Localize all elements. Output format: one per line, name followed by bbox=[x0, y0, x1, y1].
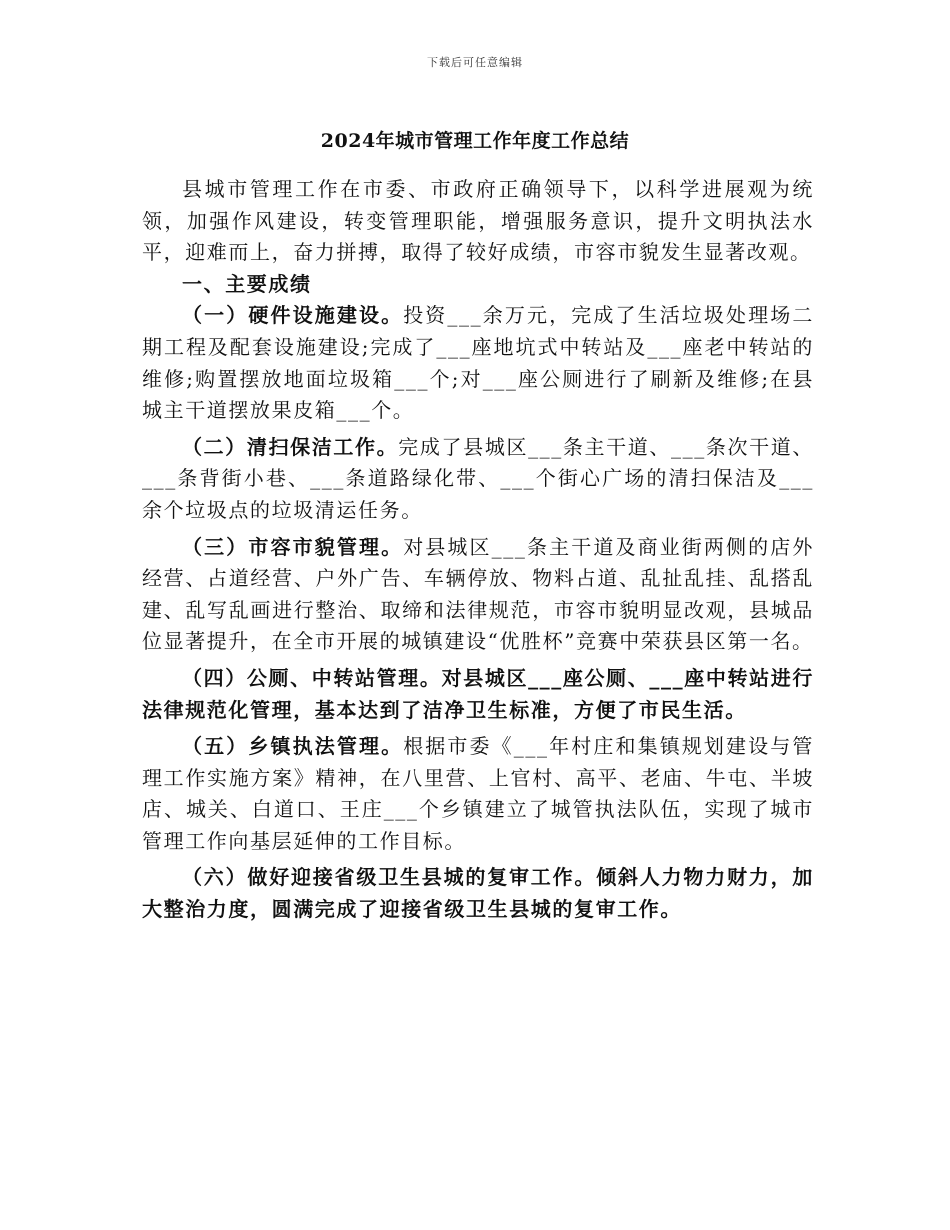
item-text-1: 投资___余万元，完成了生活垃圾处理场二期工程及配套设施建设;完成了___座地坑式中转站及___座老中转站的维修;购置摆放地面垃圾箱___个;对___座公厕进行了刷新及维修;在县城主干道摆放果皮箱___个。 bbox=[142, 303, 815, 423]
item-paragraph-3 bbox=[142, 532, 814, 658]
item-text-4: 对县城区___座公厕、___座中转站进行法律规范化管理，基本达到了洁净卫生标准，方便了市民生活。 bbox=[142, 665, 815, 722]
document-body bbox=[142, 174, 814, 926]
header-note: 下载后可任意编辑 bbox=[427, 56, 523, 69]
item-lead-6: （六）做好迎接省级卫生县城的复审工作。 bbox=[182, 865, 597, 890]
intro-paragraph: 县城市管理工作在市委、市政府正确领导下，以科学进展观为统领，加强作风建设，转变管理职能，增强服务意识，提升文明执法水平，迎难而上，奋力拼搏，取得了较好成绩，市容市貌发生显著改观。 bbox=[142, 177, 814, 265]
item-paragraph-2 bbox=[142, 432, 814, 527]
item-lead-3: （三）市容市貌管理。 bbox=[182, 534, 404, 559]
item-lead-2: （二）清扫保洁工作。 bbox=[182, 434, 399, 459]
item-paragraph-5 bbox=[142, 731, 814, 857]
item-text-2: 完成了县城区___条主干道、___条次干道、___条背街小巷、___条道路绿化带、___个街心广场的清扫保洁及___余个垃圾点的垃圾清运任务。 bbox=[142, 434, 814, 522]
item-lead-5: （五）乡镇执法管理。 bbox=[182, 734, 404, 759]
item-lead-1: （一）硬件设施建设。 bbox=[182, 303, 404, 328]
item-text-5: 根据市委《___年村庄和集镇规划建设与管理工作实施方案》精神，在八里营、上官村、高平、老庙、牛屯、半坡店、城关、白道口、王庄___个乡镇建立了城管执法队伍，实现了城市管理工作向基层延伸的工作目标。 bbox=[142, 734, 815, 853]
item-paragraph-4 bbox=[142, 663, 814, 726]
item-paragraph-6 bbox=[142, 862, 814, 925]
item-text-3: 对县城区___条主干道及商业街两侧的店外经营、占道经营、户外广告、车辆停放、物料占道、乱扯乱挂、乱搭乱建、乱写乱画进行整治、取缔和法律规范，市容市貌明显改观，县城品位显著提升，在全市开展的城镇建设“优胜杯”竞赛中荣获县区第一名。 bbox=[142, 534, 815, 654]
document-title: 2024年城市管理工作年度工作总结 bbox=[320, 130, 630, 152]
section-heading-main-achievements: 一、主要成绩 bbox=[182, 271, 312, 296]
item-lead-4: （四）公厕、中转站管理。 bbox=[182, 665, 442, 690]
item-text-6: 倾斜人力物力财力，加大整治力度，圆满完成了迎接省级卫生县城的复审工作。 bbox=[142, 865, 815, 922]
item-paragraph-1 bbox=[142, 300, 814, 426]
